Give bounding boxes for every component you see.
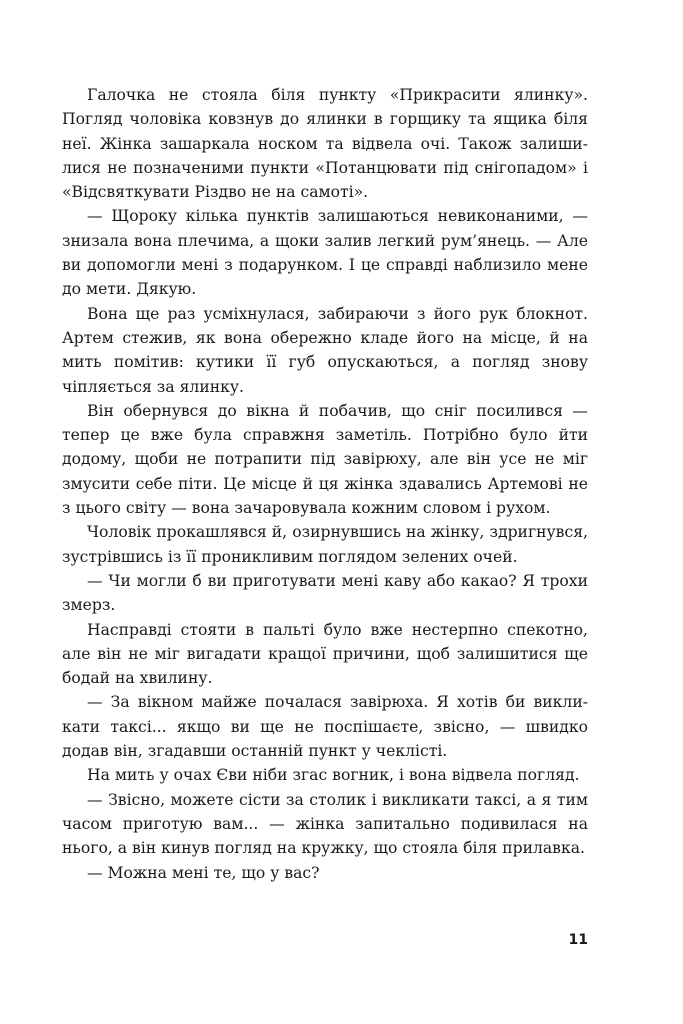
paragraph-6: — Чи могли б ви приготувати мені каву або какао? Я трохи змерз. (62, 571, 588, 615)
body-text (62, 83, 588, 885)
paragraph-8: — За вікном майже почалася завірюха. Я хотів би викликати таксі... якщо ви ще не поспішаєте, звісно, — швидко додав він, згадавши останній пункт у чеклісті. (62, 693, 588, 761)
paragraph-10: — Звісно, можете сісти за столик і викликати таксі, а я тим часом приготую вам... — жінка запитально подивилася на нього, а він кинув погляд на кружку, що стояла біля прилавка. (62, 790, 588, 858)
paragraph-9: На мить у очах Єви ніби згас вогник, і вона відвела погляд. (87, 766, 580, 785)
paragraph-7: Насправді стояти в пальті було вже нестерпно спекотно, але він не міг вигадати кращої причини, щоб залишитися ще бодай на хвилину. (62, 620, 588, 688)
paragraph-3: Вона ще раз усміхнулася, забираючи з його рук блокнот. Артем стежив, як вона обережно кладе його на місце, й на мить помітив: кутики її губ опускаються, а погляд знову чіпляється за ялинку. (62, 304, 588, 396)
paragraph-2: — Щороку кілька пунктів залишаються невиконаними, — знизала вона плечима, а щоки залив легкий рум’янець. — Але ви допомогли мені з подарунком. І це справді наблизило мене до мети. Дякую. (62, 207, 588, 299)
paragraph-4: Він обернувся до вікна й побачив, що сніг посилився — тепер це вже була справжня заметіль. Потрібно було йти додому, щоби не потрапити під завірюху, але він усе не міг змусити себе піти. Це місце й ця жінка здавались Артемові не з цього світу — вона зачаровувала кожним словом і рухом. (62, 401, 588, 518)
page-number: 11 (568, 932, 588, 948)
paragraph-5: Чоловік прокашлявся й, озирнувшись на жінку, здригнувся, зустрівшись із її проникливим поглядом зелених очей. (62, 523, 588, 566)
paragraph-11: — Можна мені те, що у вас? (87, 863, 320, 882)
paragraph-1: Галочка не стояла біля пункту «Прикрасити ялинку». Погляд чоловіка ковзнув до ялинки в горщику та ящика біля неї. Жінка зашаркала носком та відвела очі. Також залишилися не позначеними пункти «Потанцювати під снігопадом» і «Відсвяткувати Різдво не на самоті». (62, 86, 588, 202)
